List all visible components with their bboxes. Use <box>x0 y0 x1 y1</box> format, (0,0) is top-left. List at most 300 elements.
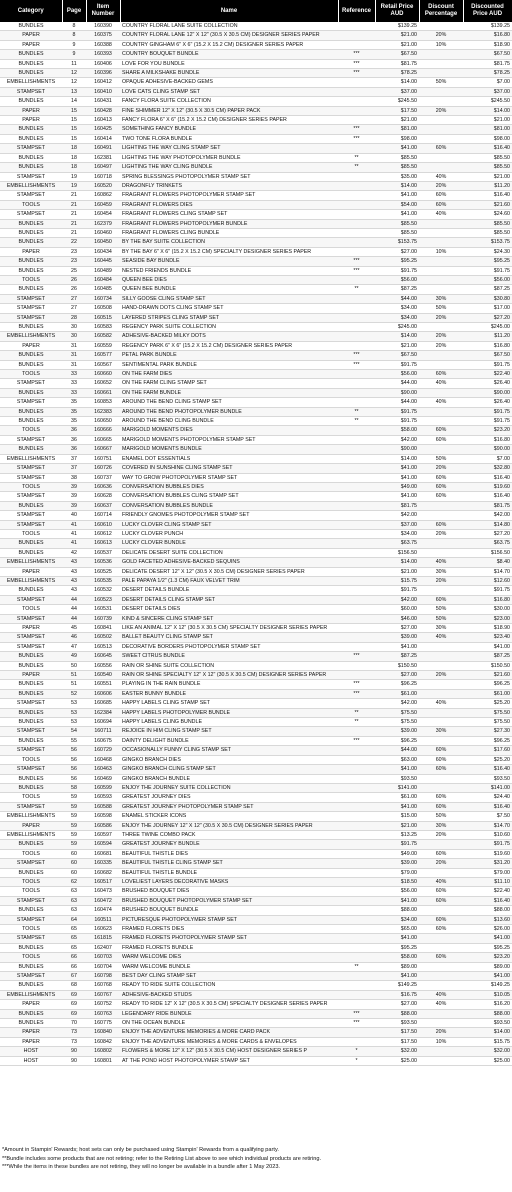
cell-discount-percentage <box>419 360 463 369</box>
cell-category: BUNDLES <box>0 981 62 990</box>
cell-name: GINGKO BRANCH CLING STAMP SET <box>120 765 338 774</box>
cell-name: GINGKO BRANCH BUNDLE <box>120 774 338 783</box>
cell-name: ENJOY THE JOURNEY SUITE COLLECTION <box>120 783 338 792</box>
cell-discounted-price: $27.30 <box>463 727 512 736</box>
cell-name: SOMETHING FANCY BUNDLE <box>120 125 338 134</box>
table-row <box>0 106 512 115</box>
cell-item-number: 160694 <box>86 718 120 727</box>
cell-page: 90 <box>62 1056 86 1065</box>
table-row <box>0 351 512 360</box>
cell-discount-percentage: 40% <box>419 172 463 181</box>
cell-discount-percentage <box>419 1047 463 1056</box>
cell-page: 70 <box>62 1019 86 1028</box>
cell-category: PAPER <box>0 341 62 350</box>
cell-name: COVERED IN SUNSHINE CLING STAMP SET <box>120 464 338 473</box>
cell-discounted-price: $7.00 <box>463 78 512 87</box>
header-retail-price[interactable]: Retail Price AUD <box>375 0 419 22</box>
cell-item-number: 160513 <box>86 642 120 651</box>
cell-reference <box>338 473 375 482</box>
cell-discounted-price: $90.00 <box>463 445 512 454</box>
cell-category: BUNDLES <box>0 257 62 266</box>
cell-item-number: 160623 <box>86 925 120 934</box>
cell-discount-percentage <box>419 163 463 172</box>
cell-category: BUNDLES <box>0 868 62 877</box>
cell-category: BUNDLES <box>0 163 62 172</box>
cell-page: 19 <box>62 181 86 190</box>
cell-discounted-price: $87.25 <box>463 652 512 661</box>
cell-item-number: 160396 <box>86 69 120 78</box>
cell-category: PAPER <box>0 624 62 633</box>
cell-item-number: 160434 <box>86 247 120 256</box>
cell-name: LOVE CATS CLING STAMP SET <box>120 87 338 96</box>
table-row <box>0 642 512 651</box>
cell-item-number: 160583 <box>86 323 120 332</box>
cell-item-number: 160610 <box>86 520 120 529</box>
cell-discounted-price: $91.75 <box>463 360 512 369</box>
cell-reference <box>338 802 375 811</box>
table-row <box>0 492 512 501</box>
cell-retail-price: $42.00 <box>375 435 419 444</box>
header-item-number[interactable]: Item Number <box>86 0 120 22</box>
cell-page: 8 <box>62 31 86 40</box>
cell-item-number: 162407 <box>86 943 120 952</box>
cell-reference <box>338 671 375 680</box>
cell-category: BUNDLES <box>0 219 62 228</box>
cell-item-number: 160802 <box>86 1047 120 1056</box>
cell-page: 55 <box>62 736 86 745</box>
cell-name: LIKE AN ANIMAL 12" X 12" (30.5 X 30.5 CM) SPECIALTY DESIGNER SERIES PAPER <box>120 624 338 633</box>
table-row <box>0 144 512 153</box>
cell-discount-percentage: 60% <box>419 520 463 529</box>
table-row <box>0 699 512 708</box>
cell-retail-price: $32.00 <box>375 1047 419 1056</box>
cell-discount-percentage: 30% <box>419 567 463 576</box>
footnote-host: *Amount in Stampin' Rewards; host sets can only be purchased using Stampin' Rewards from a qualifying party. <box>2 1147 279 1153</box>
cell-retail-price: $41.00 <box>375 144 419 153</box>
table-row <box>0 972 512 981</box>
cell-category: BUNDLES <box>0 708 62 717</box>
cell-reference <box>338 990 375 999</box>
cell-item-number: 160412 <box>86 78 120 87</box>
cell-reference <box>338 501 375 510</box>
cell-name: THREE TWINE COMBO PACK <box>120 830 338 839</box>
cell-item-number: 160751 <box>86 454 120 463</box>
table-row <box>0 379 512 388</box>
cell-discount-percentage: 60% <box>419 793 463 802</box>
cell-discount-percentage: 40% <box>419 990 463 999</box>
cell-name: HAPPY LABELS CLING BUNDLE <box>120 718 338 727</box>
cell-retail-price: $85.50 <box>375 153 419 162</box>
cell-page: 64 <box>62 915 86 924</box>
cell-reference <box>338 972 375 981</box>
cell-item-number: 160606 <box>86 689 120 698</box>
cell-page: 60 <box>62 868 86 877</box>
cell-discounted-price: $17.00 <box>463 304 512 313</box>
cell-page: 63 <box>62 887 86 896</box>
cell-discount-percentage: 60% <box>419 896 463 905</box>
cell-page: 43 <box>62 567 86 576</box>
cell-discounted-price: $27.20 <box>463 529 512 538</box>
cell-discounted-price: $15.75 <box>463 1037 512 1046</box>
cell-name: SHARE A MILKSHAKE BUNDLE <box>120 69 338 78</box>
cell-name: SWEET CITRUS BUNDLE <box>120 652 338 661</box>
cell-name: OCCASIONALLY FUNNY CLING STAMP SET <box>120 746 338 755</box>
cell-discount-percentage <box>419 642 463 651</box>
cell-retail-price: $15.00 <box>375 812 419 821</box>
cell-category: TOOLS <box>0 793 62 802</box>
cell-category: STAMPSET <box>0 210 62 219</box>
cell-retail-price: $21.00 <box>375 821 419 830</box>
cell-page: 59 <box>62 793 86 802</box>
cell-retail-price: $90.00 <box>375 388 419 397</box>
table-row <box>0 407 512 416</box>
header-discount-percentage[interactable]: Discount Percentage <box>419 0 463 22</box>
cell-discount-percentage: 60% <box>419 144 463 153</box>
table-row <box>0 915 512 924</box>
cell-reference <box>338 323 375 332</box>
cell-discount-percentage <box>419 285 463 294</box>
cell-reference <box>338 370 375 379</box>
cell-item-number: 160454 <box>86 210 120 219</box>
cell-retail-price: $42.00 <box>375 511 419 520</box>
cell-category: PAPER <box>0 116 62 125</box>
cell-category: PAPER <box>0 247 62 256</box>
cell-page: 23 <box>62 247 86 256</box>
cell-reference <box>338 925 375 934</box>
cell-discounted-price: $25.20 <box>463 755 512 764</box>
cell-discount-percentage: 60% <box>419 887 463 896</box>
cell-item-number: 160375 <box>86 31 120 40</box>
cell-discounted-price: $98.00 <box>463 134 512 143</box>
cell-discounted-price: $85.50 <box>463 228 512 237</box>
cell-category: STAMPSET <box>0 520 62 529</box>
cell-reference <box>338 294 375 303</box>
cell-category: HOST <box>0 1047 62 1056</box>
cell-retail-price: $93.50 <box>375 774 419 783</box>
cell-reference: *** <box>338 266 375 275</box>
cell-discount-percentage <box>419 689 463 698</box>
cell-discount-percentage <box>419 219 463 228</box>
cell-page: 35 <box>62 417 86 426</box>
cell-retail-price: $41.00 <box>375 802 419 811</box>
cell-page: 46 <box>62 633 86 642</box>
cell-reference <box>338 812 375 821</box>
table-row <box>0 877 512 886</box>
cell-item-number: 160734 <box>86 294 120 303</box>
cell-item-number: 160474 <box>86 906 120 915</box>
cell-page: 65 <box>62 925 86 934</box>
cell-item-number: 160739 <box>86 614 120 623</box>
cell-category: STAMPSET <box>0 614 62 623</box>
cell-name: BEST DAY CLING STAMP SET <box>120 972 338 981</box>
cell-discount-percentage <box>419 652 463 661</box>
cell-page: 41 <box>62 520 86 529</box>
cell-reference <box>338 228 375 237</box>
cell-name: KIND & SINCERE CLING STAMP SET <box>120 614 338 623</box>
header-name[interactable]: Name <box>120 0 338 22</box>
cell-discount-percentage <box>419 972 463 981</box>
cell-page: 31 <box>62 341 86 350</box>
cell-discounted-price: $63.75 <box>463 539 512 548</box>
cell-name: HAND-DRAWN DOTS CLING STAMP SET <box>120 304 338 313</box>
cell-category: EMBELLISHMENTS <box>0 576 62 585</box>
cell-name: REJOICE IN HIM CLING STAMP SET <box>120 727 338 736</box>
cell-name: LUCKY CLOVER BUNDLE <box>120 539 338 548</box>
cell-discounted-price: $67.50 <box>463 50 512 59</box>
cell-page: 44 <box>62 614 86 623</box>
cell-category: BUNDLES <box>0 783 62 792</box>
cell-retail-price: $27.00 <box>375 247 419 256</box>
cell-page: 59 <box>62 812 86 821</box>
cell-retail-price: $67.50 <box>375 351 419 360</box>
cell-reference: *** <box>338 59 375 68</box>
cell-page: 21 <box>62 191 86 200</box>
cell-page: 53 <box>62 708 86 717</box>
cell-retail-price: $14.00 <box>375 181 419 190</box>
table-row <box>0 1047 512 1056</box>
cell-discount-percentage <box>419 266 463 275</box>
cell-discounted-price: $23.20 <box>463 953 512 962</box>
cell-name: BEAUTIFUL THISTLE CLING STAMP SET <box>120 859 338 868</box>
cell-discount-percentage: 40% <box>419 558 463 567</box>
table-row <box>0 78 512 87</box>
cell-discounted-price: $16.40 <box>463 492 512 501</box>
cell-retail-price: $141.00 <box>375 783 419 792</box>
cell-discounted-price: $25.00 <box>463 1056 512 1065</box>
cell-name: FLOWERS & MORE 12" X 12" (30.5 X 30.5 CM) HOST DESIGNER SERIES P <box>120 1047 338 1056</box>
table-row <box>0 200 512 209</box>
cell-name: FRAGRANT FLOWERS PHOTOPOLYMER STAMP SET <box>120 191 338 200</box>
cell-page: 33 <box>62 370 86 379</box>
cell-item-number: 160636 <box>86 482 120 491</box>
cell-retail-price: $44.00 <box>375 398 419 407</box>
cell-name: FRAMED FLORETS BUNDLE <box>120 943 338 952</box>
cell-name: ON THE OCEAN BUNDLE <box>120 1019 338 1028</box>
cell-page: 15 <box>62 125 86 134</box>
cell-discount-percentage <box>419 708 463 717</box>
cell-category: BUNDLES <box>0 50 62 59</box>
cell-retail-price: $37.00 <box>375 520 419 529</box>
cell-discounted-price: $79.00 <box>463 868 512 877</box>
cell-reference <box>338 482 375 491</box>
cell-discount-percentage <box>419 962 463 971</box>
table-row <box>0 708 512 717</box>
cell-discounted-price: $26.00 <box>463 925 512 934</box>
cell-name: LIGHTING THE WAY PHOTOPOLYMER BUNDLE <box>120 153 338 162</box>
cell-retail-price: $153.75 <box>375 238 419 247</box>
cell-item-number: 160511 <box>86 915 120 924</box>
cell-reference <box>338 633 375 642</box>
cell-category: PAPER <box>0 106 62 115</box>
cell-discounted-price: $81.75 <box>463 501 512 510</box>
header-page[interactable]: Page <box>62 0 86 22</box>
cell-reference <box>338 642 375 651</box>
cell-discounted-price: $31.20 <box>463 859 512 868</box>
cell-discounted-price: $139.25 <box>463 22 512 31</box>
header-reference[interactable]: Reference <box>338 0 375 22</box>
cell-name: FRAGRANT FLOWERS CLING STAMP SET <box>120 210 338 219</box>
cell-retail-price: $41.00 <box>375 642 419 651</box>
table-row <box>0 511 512 520</box>
cell-item-number: 160517 <box>86 877 120 886</box>
cell-name: LAYERED STRIPES CLING STAMP SET <box>120 313 338 322</box>
cell-discounted-price: $141.00 <box>463 783 512 792</box>
table-row <box>0 689 512 698</box>
cell-retail-price: $90.00 <box>375 445 419 454</box>
cell-item-number: 160862 <box>86 191 120 200</box>
cell-retail-price: $34.00 <box>375 304 419 313</box>
cell-discounted-price: $32.80 <box>463 464 512 473</box>
table-row <box>0 755 512 764</box>
cell-name: DESERT DETAILS DIES <box>120 605 338 614</box>
cell-discounted-price: $12.60 <box>463 576 512 585</box>
cell-item-number: 160729 <box>86 746 120 755</box>
cell-reference <box>338 87 375 96</box>
table-row <box>0 605 512 614</box>
cell-page: 9 <box>62 50 86 59</box>
cell-item-number: 160666 <box>86 426 120 435</box>
cell-item-number: 160577 <box>86 351 120 360</box>
cell-discounted-price: $89.00 <box>463 962 512 971</box>
cell-name: EASTER BUNNY BUNDLE <box>120 689 338 698</box>
cell-discounted-price: $245.00 <box>463 323 512 332</box>
table-row <box>0 859 512 868</box>
cell-discount-percentage: 40% <box>419 210 463 219</box>
cell-retail-price: $35.00 <box>375 172 419 181</box>
cell-reference <box>338 191 375 200</box>
cell-item-number: 160537 <box>86 548 120 557</box>
cell-item-number: 160497 <box>86 163 120 172</box>
table-row <box>0 417 512 426</box>
cell-item-number: 160703 <box>86 953 120 962</box>
cell-discount-percentage: 60% <box>419 426 463 435</box>
cell-retail-price: $95.25 <box>375 943 419 952</box>
footnotes <box>2 1146 321 1172</box>
cell-discount-percentage: 60% <box>419 370 463 379</box>
cell-reference: * <box>338 1056 375 1065</box>
cell-discount-percentage: 50% <box>419 454 463 463</box>
table-row <box>0 548 512 557</box>
header-category[interactable]: Category <box>0 0 62 22</box>
cell-retail-price: $27.00 <box>375 1000 419 1009</box>
cell-name: READY TO RIDE 12" X 12" (30.5 X 30.5 CM) SPECIALTY DESIGNER SERIES PAPER <box>120 1000 338 1009</box>
cell-page: 8 <box>62 22 86 31</box>
cell-retail-price: $89.00 <box>375 962 419 971</box>
cell-discount-percentage <box>419 351 463 360</box>
cell-discounted-price: $24.30 <box>463 247 512 256</box>
cell-item-number: 160450 <box>86 238 120 247</box>
cell-name: ENJOY THE ADVENTURE MEMORIES & MORE CARD PACK <box>120 1028 338 1037</box>
cell-item-number: 162381 <box>86 153 120 162</box>
cell-reference <box>338 426 375 435</box>
cell-discount-percentage <box>419 586 463 595</box>
cell-category: TOOLS <box>0 755 62 764</box>
cell-retail-price: $15.75 <box>375 576 419 585</box>
cell-page: 36 <box>62 435 86 444</box>
cell-item-number: 160682 <box>86 868 120 877</box>
footnote-bundle-availability: ***While the items in these bundles are not retiring, they will no longer be available in a bundle after 1 May 2023. <box>2 1164 280 1170</box>
cell-discounted-price: $75.50 <box>463 708 512 717</box>
table-row <box>0 22 512 31</box>
cell-item-number: 160675 <box>86 736 120 745</box>
cell-retail-price: $41.00 <box>375 765 419 774</box>
cell-name: SPRING BLESSINGS PHOTOPOLYMER STAMP SET <box>120 172 338 181</box>
cell-discount-percentage: 20% <box>419 830 463 839</box>
cell-name: GINGKO BRANCH DIES <box>120 755 338 764</box>
cell-category: TOOLS <box>0 877 62 886</box>
table-row <box>0 304 512 313</box>
cell-page: 18 <box>62 153 86 162</box>
table-row <box>0 435 512 444</box>
cell-reference <box>338 981 375 990</box>
header-discounted-price[interactable]: Discounted Price AUD <box>463 0 512 22</box>
cell-name: ADHESIVE-BACKED STUDS <box>120 990 338 999</box>
cell-discount-percentage <box>419 275 463 284</box>
cell-discounted-price: $42.00 <box>463 511 512 520</box>
cell-category: STAMPSET <box>0 699 62 708</box>
cell-discount-percentage <box>419 774 463 783</box>
cell-page: 58 <box>62 783 86 792</box>
cell-reference <box>338 755 375 764</box>
cell-retail-price: $17.50 <box>375 1028 419 1037</box>
cell-category: STAMPSET <box>0 859 62 868</box>
cell-page: 63 <box>62 906 86 915</box>
cell-reference <box>338 97 375 106</box>
cell-page: 39 <box>62 492 86 501</box>
cell-retail-price: $87.25 <box>375 652 419 661</box>
cell-discount-percentage: 20% <box>419 341 463 350</box>
cell-retail-price: $79.00 <box>375 868 419 877</box>
cell-page: 27 <box>62 294 86 303</box>
cell-retail-price: $54.00 <box>375 200 419 209</box>
cell-page: 59 <box>62 802 86 811</box>
cell-name: SILLY GOOSE CLING STAMP SET <box>120 294 338 303</box>
cell-item-number: 160667 <box>86 445 120 454</box>
cell-name: REGENCY PARK 6" X 6" (15.2 X 15.2 CM) DESIGNER SERIES PAPER <box>120 341 338 350</box>
table-row <box>0 1009 512 1018</box>
cell-discounted-price: $16.40 <box>463 191 512 200</box>
cell-item-number: 160460 <box>86 228 120 237</box>
cell-discount-percentage: 10% <box>419 247 463 256</box>
table-row <box>0 586 512 595</box>
cell-retail-price: $37.00 <box>375 87 419 96</box>
cell-discounted-price: $153.75 <box>463 238 512 247</box>
cell-item-number: 160685 <box>86 699 120 708</box>
cell-retail-price: $49.00 <box>375 482 419 491</box>
cell-item-number: 160559 <box>86 341 120 350</box>
cell-reference: ** <box>338 153 375 162</box>
table-row <box>0 567 512 576</box>
cell-reference <box>338 868 375 877</box>
cell-discount-percentage: 30% <box>419 821 463 830</box>
table-row <box>0 238 512 247</box>
cell-retail-price: $91.75 <box>375 840 419 849</box>
cell-retail-price: $60.00 <box>375 605 419 614</box>
cell-category: STAMPSET <box>0 313 62 322</box>
cell-category: STAMPSET <box>0 765 62 774</box>
cell-name: BEAUTIFUL THISTLE BUNDLE <box>120 868 338 877</box>
table-row <box>0 953 512 962</box>
cell-item-number: 160410 <box>86 87 120 96</box>
cell-reference <box>338 605 375 614</box>
cell-discount-percentage: 40% <box>419 379 463 388</box>
cell-item-number: 160763 <box>86 1009 120 1018</box>
cell-category: BUNDLES <box>0 445 62 454</box>
table-row <box>0 473 512 482</box>
cell-discount-percentage: 50% <box>419 304 463 313</box>
cell-discounted-price: $16.20 <box>463 1000 512 1009</box>
cell-reference <box>338 783 375 792</box>
